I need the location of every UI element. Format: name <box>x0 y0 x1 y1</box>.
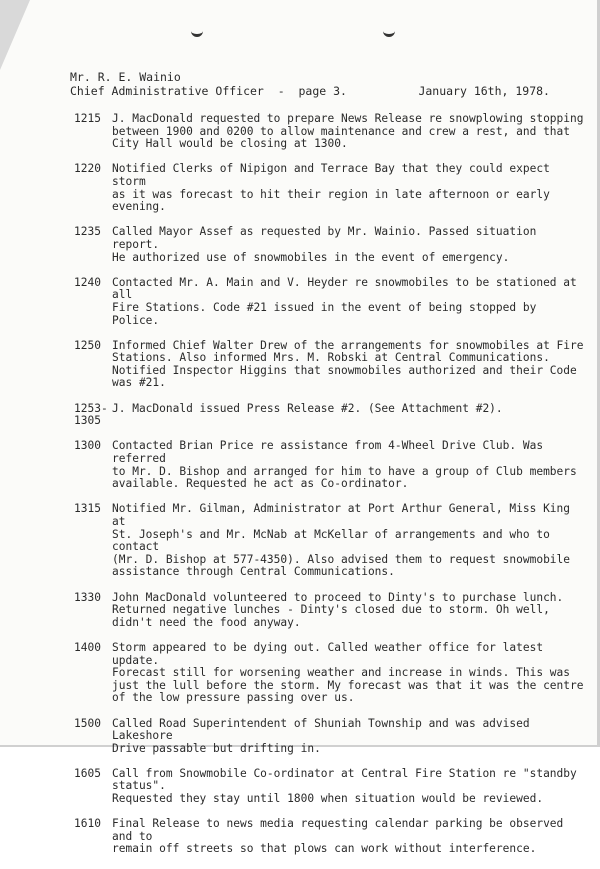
entry-time: 1215 <box>74 112 101 125</box>
entry-text: Final Release to news media requesting calendar parking be observed and to remain off streets so that plows can work without interference. <box>112 817 564 856</box>
entry-text: Informed Chief Walter Drew of the arrangements for snowmobiles at Fire Stations. Also informed Mrs. M. Robski at Central Communications. Notified Inspector Higgins that snowmobiles authorized and their Code was #21. <box>112 338 584 390</box>
entry-text: Called Mayor Assef as requested by Mr. Wainio. Passed situation report. He authorized use of snowmobiles in the event of emergency. <box>112 225 537 264</box>
recipient: Mr. R. E. Wainio <box>70 70 181 84</box>
entry-time: 1253- 1305 <box>74 401 108 428</box>
entry-text: J. MacDonald issued Press Release #2. (See Attachment #2). <box>112 401 503 415</box>
entry-time: 1235 <box>74 225 101 239</box>
entry-text: Notified Mr. Gilman, Administrator at Port Arthur General, Miss King at St. Joseph's and Mr. McNab at McKellar of arrangements and who to contact (Mr. D. Bishop at 577-4350). Also advised them to request snowmobile assistance through Central Communications. <box>112 502 571 579</box>
entry-text: Contacted Brian Price re assistance from 4-Wheel Drive Club. Was referred to Mr. D. Bishop and arranged for him to have a group of Club members available. Requested he act as Co-ordinator. <box>112 439 577 491</box>
entry-time: 1400 <box>74 640 101 654</box>
log-entry <box>74 503 584 579</box>
log-entry <box>74 592 584 630</box>
log-entry <box>74 277 584 327</box>
entry-text: Call from Snowmobile Co-ordinator at Central Fire Station re "standby status". Requested they stay until 1800 when situation would be reviewed. <box>112 766 577 806</box>
log-entry <box>74 403 584 428</box>
entry-text: J. MacDonald requested to prepare News Release re snowplowing stopping between 1900 and 0200 to allow maintenance and crew a rest, and that City Hall would be closing at 1300. <box>112 112 584 151</box>
entry-time: 1330 <box>74 590 101 604</box>
log-entry <box>74 163 584 213</box>
punch-hole <box>191 26 203 37</box>
entry-time: 1610 <box>74 817 101 831</box>
log-entry <box>74 642 584 705</box>
entry-time: 1250 <box>74 338 101 352</box>
log-entry <box>74 226 584 264</box>
log-entry <box>74 440 584 490</box>
entry-time: 1300 <box>74 439 101 453</box>
entry-time: 1315 <box>74 502 101 516</box>
log-entries <box>74 113 584 869</box>
letter-header <box>70 70 550 98</box>
title-line: Chief Administrative Officer - page 3. <box>70 84 347 98</box>
folded-corner <box>0 0 30 70</box>
entry-time: 1605 <box>74 766 101 780</box>
log-entry <box>74 340 584 390</box>
log-entry <box>74 718 584 756</box>
entry-time: 1240 <box>74 275 101 289</box>
log-entry <box>74 113 584 151</box>
log-entry <box>74 818 584 856</box>
entry-text: John MacDonald volunteered to proceed to Dinty's to purchase lunch. Returned negative lunches - Dinty's closed due to storm. Oh well, didn't need the food anyway. <box>112 590 564 629</box>
entry-time: 1500 <box>74 716 101 730</box>
entry-text: Notified Clerks of Nipigon and Terrace Bay that they could expect storm as it was forecast to hit their region in late afternoon or early evening. <box>112 162 550 214</box>
entry-text: Contacted Mr. A. Main and V. Heyder re snowmobiles to be stationed at all Fire Stations. Code #21 issued in the event of being stopped by Police. <box>112 275 577 327</box>
entry-text: Called Road Superintendent of Shuniah Township and was advised Lakeshore Drive passable but drifting in. <box>112 716 530 755</box>
letter-date: January 16th, 1978. <box>418 84 550 98</box>
entry-time: 1220 <box>74 162 101 176</box>
punch-hole <box>383 26 395 37</box>
log-entry <box>74 768 584 806</box>
entry-text: Storm appeared to be dying out. Called weather office for latest update. Forecast still for worsening weather and increase in winds. This was just the lull before the storm. My forecast was that it was the centre of the low pressure passing over us. <box>112 640 584 705</box>
